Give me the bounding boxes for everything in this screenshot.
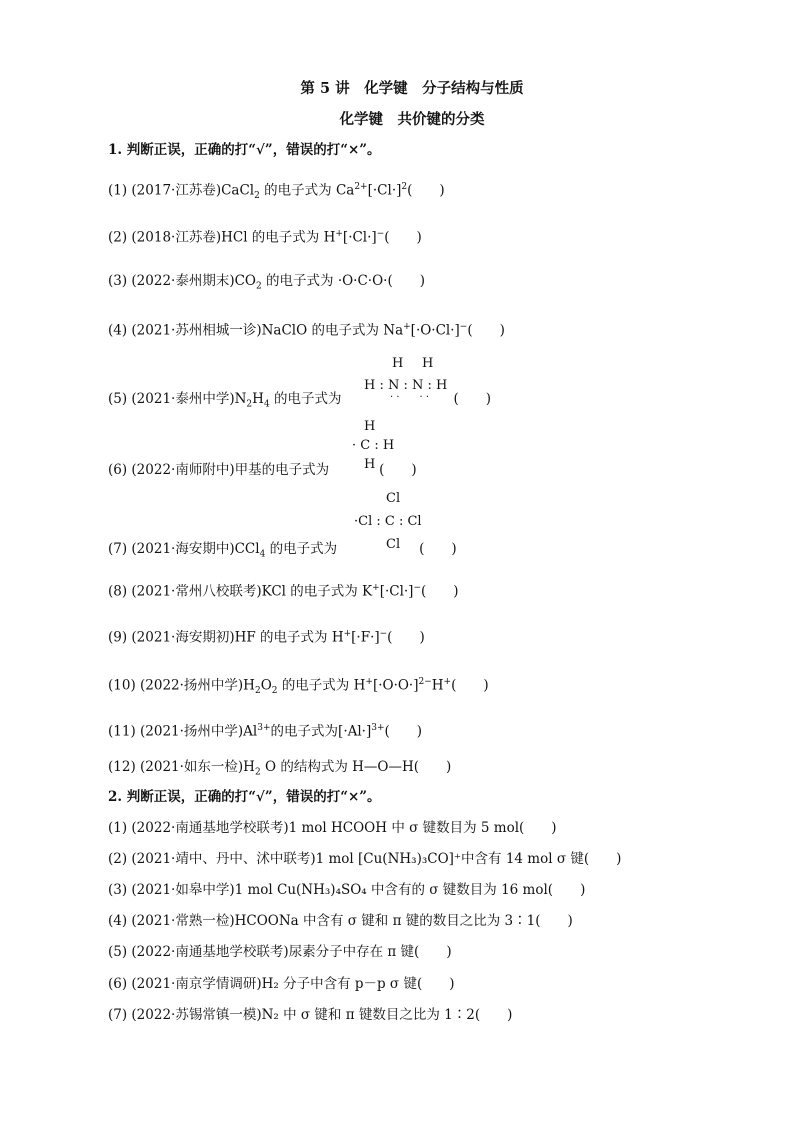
- electron-formula: [·Cl·]: [342, 229, 377, 246]
- page-title: 第 5 讲 化学键 分子结构与性质: [300, 80, 524, 97]
- q1-item-6: (6) (2022·南师附中)甲基的电子式为 ( ): [108, 462, 417, 478]
- question-2-heading: 2. 判断正误，正确的打“√”，错误的打“×”。: [108, 789, 381, 805]
- q1-item-4: (4) (2021·苏州相城一诊)NaClO 的电子式为 Na+[·O·Cl·]−( ): [108, 322, 505, 339]
- q1-item-9: (9) (2021·海安期初)HF 的电子式为 H+[·F·]−( ): [108, 629, 425, 646]
- q1-item-10: (10) (2022·扬州中学)$H_2O_2$ 的电子式为 $H^+[\cdot O\cdot O\cdot]^{2-}H^+$( ): [108, 677, 489, 697]
- q1-item-8: (8) (2021·常州八校联考)KCl 的电子式为 K+[·Cl·]−( ): [108, 583, 459, 600]
- q2-item-1: (1) (2022·南通基地学校联考)1 mol HCOOH 中 σ 键数目为 5 mol( ): [108, 820, 557, 836]
- q1-item-5: (5) (2021·泰州中学)$N_2H_4$ 的电子式为 ( ): [108, 391, 492, 410]
- ccl4-electron-structure: Cl ·Cl : C : Cl Cl: [354, 491, 422, 552]
- q2-item-6: (6) (2021·南京学情调研)H₂ 分子中含有 p－p σ 键( ): [108, 976, 455, 992]
- q1-item-7: (7) (2021·海安期中)CCl$_4$ 的电子式为 ( ): [108, 541, 457, 560]
- electron-formula: [·F·]: [351, 629, 380, 646]
- n2h4-electron-structure: H H H : N : N : H · · · ·: [364, 356, 448, 403]
- electron-formula: [·Al·]: [338, 723, 372, 740]
- q2-item-3: (3) (2021·如皋中学)1 mol Cu(NH₃)₄SO₄ 中含有的 σ 键数目为 16 mol( ): [108, 882, 586, 898]
- electron-formula: [·Cl·]: [379, 583, 414, 600]
- q1-item-1: (1) (2017·江苏卷)CaCl$_2$ 的电子式为 $Ca^{2+}[\cdot Cl\cdot]^2$( ): [108, 182, 445, 202]
- q2-item-5: (5) (2022·南通基地学校联考)尿素分子中存在 π 键( ): [108, 944, 452, 960]
- q2-item-7: (7) (2022·苏锡常镇一模)N₂ 中 σ 键和 π 键数目之比为 1∶2( ): [108, 1007, 513, 1023]
- electron-formula: ·O·C·O·: [337, 273, 388, 289]
- q1-item-2: (2) (2018·江苏卷)HCl 的电子式为 H+[·Cl·]−( ): [108, 229, 422, 246]
- q1-item-11: (11) (2021·扬州中学)$Al^{3+}$的电子式为$[\cdot Al\cdot]^{3+}$( ): [108, 723, 423, 740]
- electron-formula: [·Cl·]: [367, 182, 402, 199]
- electron-formula: [·O·Cl·]: [410, 322, 460, 339]
- question-1-heading: 1. 判断正误，正确的打“√”，错误的打“×”。: [108, 142, 381, 158]
- q1-item-12: (12) (2021·如东一检)$H_2$ O 的结构式为 H—O—H( ): [108, 759, 452, 778]
- q2-item-2: (2) (2021·靖中、丹中、沭中联考)1 mol [Cu(NH₃)₃CO]⁺中含有 14 mol σ 键( ): [108, 851, 622, 867]
- q2-item-4: (4) (2021·常熟一检)HCOONa 中含有 σ 键和 π 键的数目之比为 3∶1( ): [108, 913, 573, 929]
- electron-formula: [·O·O·]: [372, 677, 419, 694]
- q1-item-3: (3) (2022·泰州期末)$CO_2$ 的电子式为 ·O·C·O·( ): [108, 273, 426, 292]
- section-title: 化学键 共价键的分类: [339, 111, 485, 128]
- methyl-electron-structure: H · C : H H: [352, 419, 395, 472]
